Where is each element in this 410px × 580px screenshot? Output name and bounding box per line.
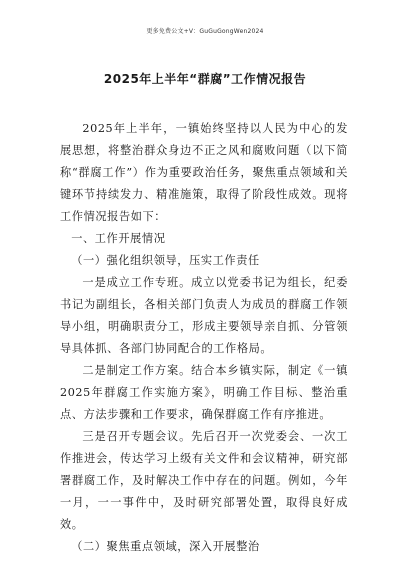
paragraph-work-team: 一是成立工作专班。成立以党委书记为组长，纪委书记为副组长，各相关部门负责人为成员的群腐工作领导小组，明确职责分工，形成主要领导亲自抓、分管领导具体抓、各部门协同配合的工作格局。 — [60, 276, 348, 355]
document-title: 2025年上半年“群腐”工作情况报告 — [103, 72, 307, 86]
intro-paragraph: 2025年上半年，一镇始终坚持以人民为中心的发展思想，将整治群众身边不正之风和腐败问题（以下简称“群腐工作”）作为重要政治任务，聚焦重点领域和关键环节持续发力、精准施策，取得了阶段性成效。现将工作情况报告如下： — [60, 122, 348, 223]
subsection-heading-1: （一）强化组织领导，压实工作责任 — [71, 254, 260, 267]
paragraph-meetings: 三是召开专题会议。先后召开一次党委会、一次工作推进会，传达学习上级有关文件和会议精神，研究部署群腐工作，及时解决工作中存在的问题。例如，今年一月，一一事件中，及时研究部署处置，取得良好成效。 — [60, 430, 348, 531]
document-body — [60, 118, 348, 558]
header-note: 更多免费公文+V：GuGuGongWen2024 — [146, 28, 264, 35]
section-heading-1: 一、工作开展情况 — [71, 232, 166, 245]
subsection-heading-2: （二）聚焦重点领域，深入开展整治 — [71, 540, 260, 553]
paragraph-work-plan: 二是制定工作方案。结合本乡镇实际，制定《一镇2025年群腐工作实施方案》，明确工作目标、整治重点、方法步骤和工作要求，确保群腐工作有序推进。 — [60, 364, 348, 421]
